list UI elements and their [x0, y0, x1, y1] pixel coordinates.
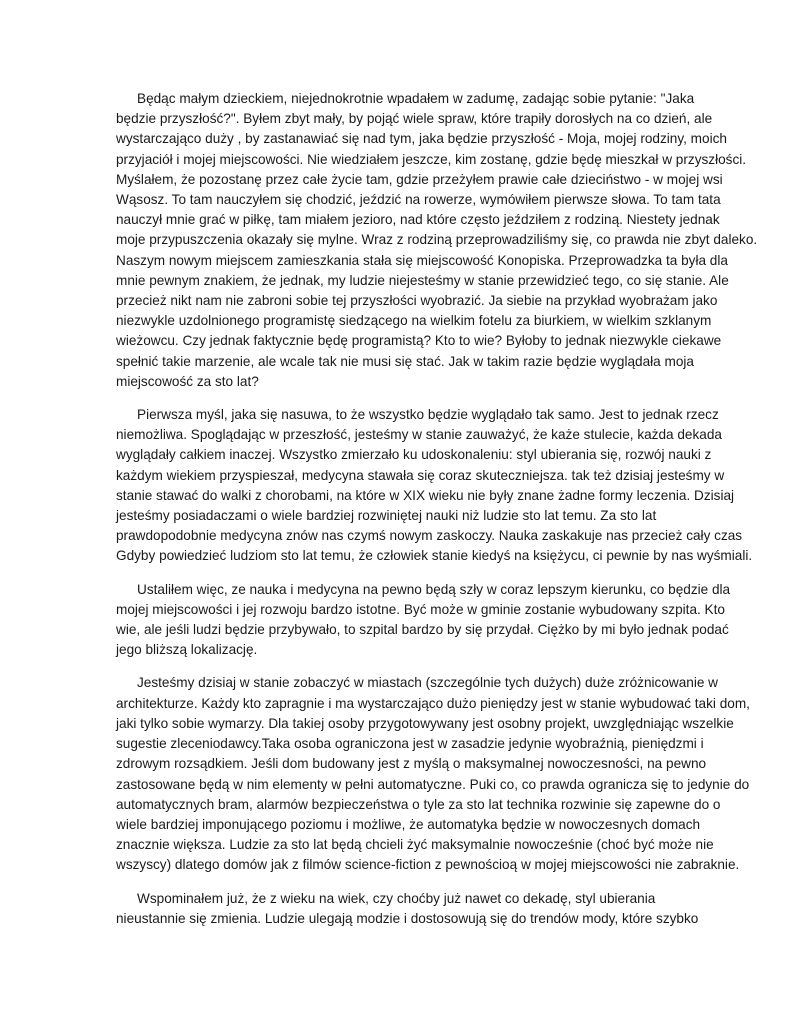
- text-line: moje przypuszczenia okazały się mylne. Wraz z rodziną przeprowadziliśmy się, co prawda nie zbyt daleko.: [116, 232, 758, 248]
- text-line: zastosowane będą w nim elementy w pełni automatyczne. Puki co, co prawda ogranicza się to jedynie do: [116, 776, 750, 792]
- text-line: wyglądały całkiem inaczej. Wszystko zmierzało ku udoskonaleniu: styl ubierania się, rozwój nauki z: [116, 447, 712, 463]
- paragraph: [116, 580, 731, 661]
- text-line: Jesteśmy dzisiaj w stanie zobaczyć w miastach (szczególnie tych dużych) duże zróżnicowanie w: [137, 675, 718, 691]
- text-line: nauczył mnie grać w piłkę, tam miałem jezioro, nad które często jeździłem z rodziną. Niestety jednak: [116, 212, 720, 228]
- text-line: wieżowcu. Czy jednak faktycznie będę programistą? Kto to wie? Byłoby to jednak niezwykle ciekawe: [116, 333, 722, 349]
- text-line: jaki tylko sobie wymarzy. Dla takiej osoby przygotowywany jest osobny projekt, uwzględniając wszelkie: [116, 715, 734, 731]
- text-line: jesteśmy posiadaczami o wiele bardziej rozwiniętej nauki niż ludzie sto lat temu. Za sto lat: [116, 508, 657, 524]
- text-line: mnie pewnym znakiem, że jednak, my ludzie niejesteśmy w stanie przewidzieć tego, co się stanie. Ale: [116, 272, 729, 288]
- text-line: będzie przyszłość?". Byłem zbyt mały, by pojąć wiele spraw, które trapiły dorosłych na co dzień, ale: [116, 111, 713, 127]
- text-line: spełnić takie marzenie, ale wcale tak nie musi się stać. Jak w takim razie będzie wyglądała moja: [116, 353, 694, 369]
- text-line: sugestie zleceniodawcy.Taka osoba ograniczona jest w zasadzie jedynie wyobraźnią, pieniędzmi i: [116, 736, 704, 752]
- text-line: Wspominałem już, że z wieku na wiek, czy choćby już nawet co dekadę, styl ubierania: [137, 890, 656, 906]
- text-line: niezwykle uzdolnionego programistę siedzącego na wielkim fotelu za biurkiem, w wielkim szklanym: [116, 313, 712, 329]
- text-line: mojej miejscowości i jej rozwoju bardzo istotne. Być może w gminie zostanie wybudowany szpita. Kto: [116, 601, 725, 617]
- text-line: niemożliwa. Spoglądając w przeszłość, jesteśmy w stanie zauważyć, że każe stulecie, każda dekada: [116, 427, 722, 443]
- text-line: automatycznych bram, alarmów bezpieczeństwa o tyle za sto lat technika rozwinie się zapewne do o: [116, 796, 721, 812]
- text-line: wszyscy) dlatego domów jak z filmów science-fiction z pewnościoą w mojej miejscowości nie zabraknie.: [116, 857, 740, 873]
- text-line: Myślałem, że pozostanę przez całe życie tam, gdzie przeżyłem prawie całe dzieciństwo - w mojej wsi: [116, 171, 723, 187]
- paragraph: [116, 89, 758, 392]
- text-line: zdrowym rozsądkiem. Jeśli dom budowany jest z myślą o maksymalnej nowoczesności, na pewno: [116, 756, 707, 772]
- text-line: znacznie większa. Ludzie za sto lat będą chcieli żyć maksymalnie nowocześnie (choć być może nie: [116, 837, 714, 853]
- text-line: nieustannie się zmienia. Ludzie ulegają modzie i dostosowują się do trendów mody, które szybko: [116, 910, 699, 926]
- text-line: wystarczająco duży , by zastanawiać się nad tym, jaka będzie przyszłość - Moja, mojej rodziny, moich: [116, 131, 727, 147]
- text-line: jego bliższą lokalizację.: [116, 642, 258, 658]
- text-line: prawdopodobnie medycyna znów nas czymś nowym zaskoczy. Nauka zaskakuje nas przecież cały czas: [116, 528, 743, 544]
- text-line: stanie stawać do walki z chorobami, na które w XIX wieku nie były znane żadne formy leczenia. Dzisiaj: [116, 487, 735, 503]
- text-line: Wąsosz. To tam nauczyłem się chodzić, jeździć na rowerze, wymówiłem pierwsze słowa. To tam tata: [116, 192, 721, 208]
- paragraph: [116, 673, 750, 875]
- text-line: Ustaliłem więc, ze nauka i medycyna na pewno będą szły w coraz lepszym kierunku, co będzie dla: [137, 581, 731, 597]
- text-line: architekturze. Każdy kto zapragnie i ma wystarczająco dużo pieniędzy jest w stanie wybudować taki dom,: [116, 695, 750, 711]
- paragraph: [116, 405, 753, 567]
- paragraph: [116, 889, 699, 929]
- text-line: przyjaciół i mojej miejscowości. Nie wiedziałem jeszcze, kim zostanę, gdzie będę mieszkał w przyszłości.: [116, 151, 747, 167]
- text-line: wie, ale jeśli ludzi będzie przybywało, to szpital bardzo by się przydał. Ciężko by mi było jednak podać: [116, 622, 729, 638]
- text-line: Naszym nowym miejscem zamieszkania stała się miejscowość Konopiska. Przeprowadzka ta była dla: [116, 252, 728, 268]
- text-line: wiele bardziej imponującego poziomu i możliwe, że automatyka będzie w nowoczesnych domach: [116, 816, 701, 832]
- text-line: przecież nikt nam nie zabroni sobie tej przyszłości wyobrazić. Ja siebie na przykład wyobrażam jako: [116, 293, 718, 309]
- text-line: miejscowość za sto lat?: [116, 373, 259, 389]
- text-line: Pierwsza myśl, jaka się nasuwa, to że wszystko będzie wyglądało tak samo. Jest to jednak rzecz: [137, 407, 719, 423]
- text-line: Będąc małym dzieckiem, niejednokrotnie wpadałem w zadumę, zadając sobie pytanie: "Jaka: [137, 91, 695, 106]
- text-line: każdym wiekiem przyspieszał, medycyna stawała się coraz skuteczniejsza. tak też dzisiaj jesteśmy w: [116, 467, 725, 483]
- document-body: [116, 89, 758, 942]
- text-line: Gdyby powiedzieć ludziom sto lat temu, że człowiek stanie kiedyś na księżycu, ci pewnie by nas wyśmiali.: [116, 548, 753, 564]
